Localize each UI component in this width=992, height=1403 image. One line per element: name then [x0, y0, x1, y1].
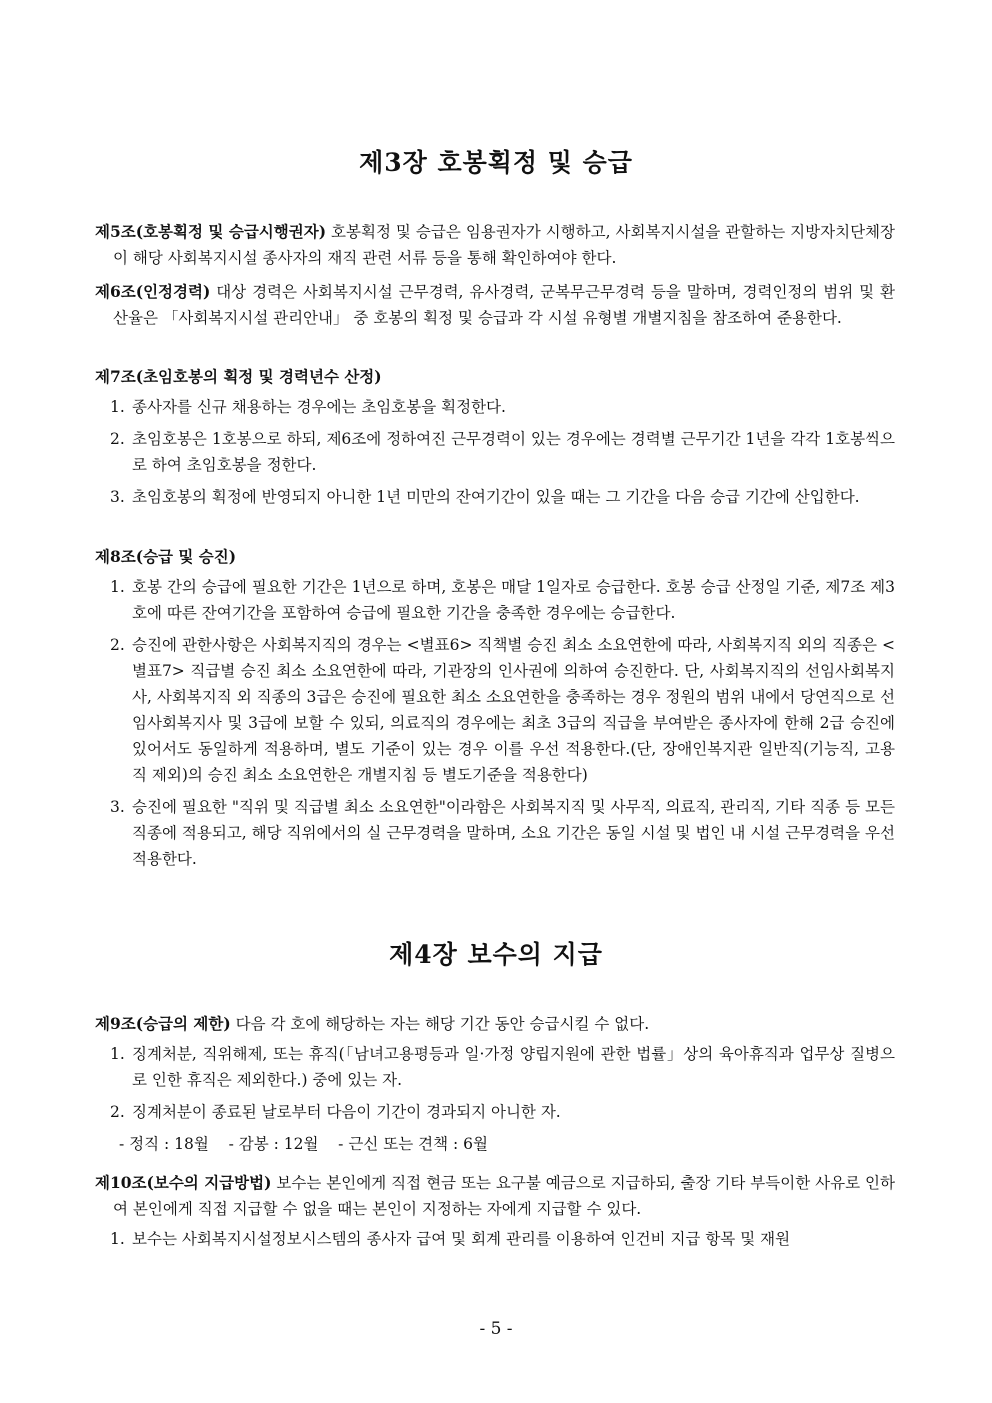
list-item — [95, 1041, 895, 1093]
item-number: 2. — [110, 636, 125, 654]
item-number: 1. — [110, 578, 125, 596]
article-6-title: 제6조(인정경력) — [95, 282, 211, 301]
item-text: 승진에 필요한 "직위 및 직급별 최소 소요연한"이라함은 사회복지직 및 사무직, 의료직, 관리직, 기타 직종 등 모든 직종에 적용되고, 해당 직위에서의 실 근무경력을 말하며, 소요 기간은 동일 시설 및 법인 내 시설 근무경력을 우선 적용한다. — [132, 798, 895, 868]
item-text: 징계처분, 직위해제, 또는 휴직(「남녀고용평등과 일·가정 양립지원에 관한 법률」상의 육아휴직과 업무상 질병으로 인한 휴직은 제외한다.) 중에 있는 자. — [132, 1045, 895, 1089]
article-10-paragraph — [95, 1170, 895, 1222]
article-8-items — [95, 574, 895, 872]
item-text: 호봉 간의 승급에 필요한 기간은 1년으로 하며, 호봉은 매달 1일자로 승급한다. 호봉 승급 산정일 기준, 제7조 제3호에 따른 잔여기간을 포함하여 승급에 필요한 기간을 충족한 경우에는 승급한다. — [132, 578, 895, 622]
article-10-title: 제10조(보수의 지급방법) — [95, 1173, 272, 1192]
page-number: - 5 - — [479, 1319, 513, 1339]
item-text: 종사자를 신규 채용하는 경우에는 초임호봉을 획정한다. — [132, 398, 506, 416]
article-9-text: 다음 각 호에 해당하는 자는 해당 기간 동안 승급시킬 수 없다. — [230, 1015, 650, 1033]
list-item — [95, 574, 895, 626]
list-item — [95, 632, 895, 788]
article-8 — [95, 544, 895, 878]
list-item — [95, 394, 895, 420]
item-text: 보수는 사회복지시설정보시스템의 종사자 급여 및 회계 관리를 이용하여 인건비 지급 항목 및 재원 — [132, 1230, 791, 1248]
list-item — [95, 1226, 895, 1252]
item-number: 3. — [110, 798, 125, 816]
article-8-title: 제8조(승급 및 승진) — [95, 547, 237, 566]
article-8-paragraph — [95, 544, 895, 570]
article-7-title: 제7조(초임호봉의 획정 및 경력년수 산정) — [95, 367, 382, 386]
item-number: 2. — [110, 1103, 125, 1121]
item-number: 3. — [110, 488, 125, 506]
article-10-text: 보수는 본인에게 직접 현금 또는 요구불 예금으로 지급하되, 출장 기타 부득이한 사유로 인하여 본인에게 직접 지급할 수 없을 때는 본인이 지정하는 자에게 지급할 수 있다. — [113, 1174, 895, 1218]
list-item — [95, 484, 895, 510]
article-9-items — [95, 1041, 895, 1125]
item-number: 2. — [110, 430, 125, 448]
article-9-title: 제9조(승급의 제한) — [95, 1014, 231, 1033]
penalty-periods: - 정직 : 18월 - 감봉 : 12월 - 근신 또는 견책 : 6월 — [119, 1135, 488, 1153]
article-5-title: 제5조(호봉획정 및 승급시행권자) — [95, 222, 327, 241]
list-item — [95, 426, 895, 478]
article-6 — [95, 279, 895, 331]
article-9 — [95, 1011, 895, 1163]
article-7 — [95, 364, 895, 516]
item-text: 승진에 관한사항은 사회복지직의 경우는 <별표6> 직책별 승진 최소 소요연한에 따라, 사회복지직 외의 직종은 <별표7> 직급별 승진 최소 소요연한에 따라, 기관장의 인사권에 의하여 승진한다. 단, 사회복지직의 선임사회복지사, 사회복지직 외 직종의 3급은 승진에 필요한 최소 소요연한을 충족하는 경우 정원의 범위 내에서 당연직으로 선임사회복지사 및 3급에 보할 수 있되, 의료직의 경우에는 최초 3급의 직급을 부여받은 종사자에 한해 2급 승진에 있어서도 동일하게 적용하며, 별도 기준이 있는 경우 이를 우선 적용한다.(단, 장애인복지관 일반직(기능직, 고용직 제외)의 승진 최소 소요연한은 개별지침 등 별도기준을 적용한다) — [132, 636, 895, 784]
chapter-3-title: 제3장 호봉획정 및 승급 — [359, 148, 633, 177]
list-item — [95, 1099, 895, 1125]
article-6-text: 대상 경력은 사회복지시설 근무경력, 유사경력, 군복무근무경력 등을 말하며, 경력인정의 범위 및 환산율은 「사회복지시설 관리안내」 중 호봉의 획정 및 승급과 각 시설 유형별 개별지침을 참조하여 준용한다. — [113, 283, 895, 327]
article-5-text: 호봉획정 및 승급은 임용권자가 시행하고, 사회복지시설을 관할하는 지방자치단체장이 해당 사회복지시설 종사자의 재직 관련 서류 등을 통해 확인하여야 한다. — [113, 223, 895, 267]
item-text: 초임호봉의 획정에 반영되지 아니한 1년 미만의 잔여기간이 있을 때는 그 기간을 다음 승급 기간에 산입한다. — [132, 488, 860, 506]
item-number: 1. — [110, 1230, 125, 1248]
article-6-paragraph — [95, 279, 895, 331]
article-10-items — [95, 1226, 895, 1252]
article-7-paragraph — [95, 364, 895, 390]
item-text: 초임호봉은 1호봉으로 하되, 제6조에 정하여진 근무경력이 있는 경우에는 경력별 근무기간 1년을 각각 1호봉씩으로 하여 초임호봉을 정한다. — [132, 430, 895, 474]
chapter-4-title: 제4장 보수의 지급 — [389, 940, 603, 969]
item-text: 징계처분이 종료된 날로부터 다음이 기간이 경과되지 아니한 자. — [132, 1103, 561, 1121]
article-10 — [95, 1170, 895, 1258]
item-number: 1. — [110, 398, 125, 416]
list-item — [95, 794, 895, 872]
article-5 — [95, 219, 895, 271]
article-5-paragraph — [95, 219, 895, 271]
article-9-paragraph — [95, 1011, 895, 1037]
article-7-items — [95, 394, 895, 510]
item-number: 1. — [110, 1045, 125, 1063]
